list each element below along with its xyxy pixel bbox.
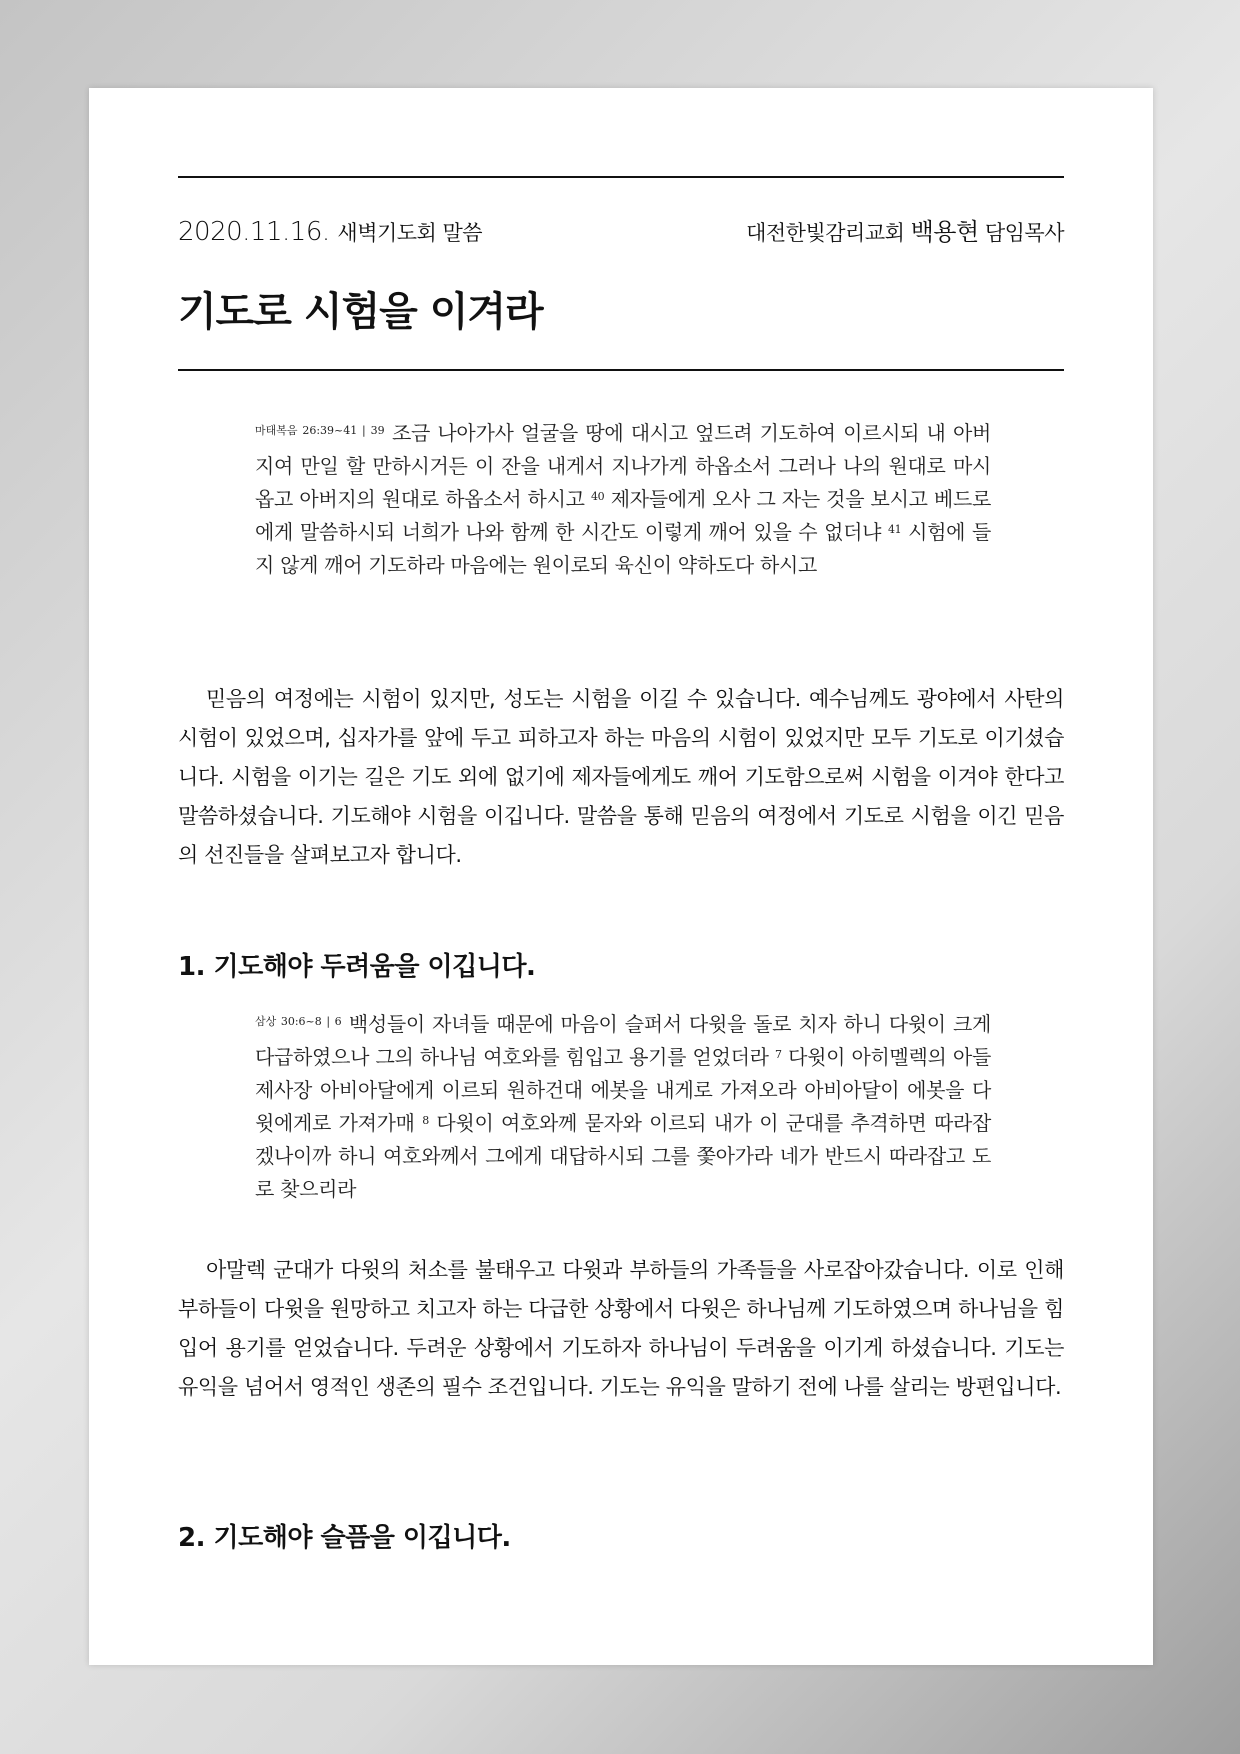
scripture-passage-main — [255, 414, 991, 582]
verse-number: 7 — [775, 1048, 782, 1061]
scripture-text: 조금 나아가사 얼굴을 땅에 대시고 엎드려 기도하여 이르시되 내 아버지여 만일 할 만하시거든 이 잔을 내게서 지나가게 하옵소서 그러나 나의 원대로 마시옵고 아버지의 원대로 하옵소서 하시고 — [255, 421, 991, 511]
verse-number: 8 — [422, 1114, 429, 1127]
section-heading-2: 2. 기도해야 슬픔을 이깁니다. — [178, 1523, 511, 1553]
top-rule — [178, 176, 1064, 178]
sermon-header — [178, 212, 1064, 252]
sermon-date-event — [178, 217, 482, 247]
church-name: 대전한빛감리교회 — [746, 221, 905, 245]
scripture-text: 백성들이 자녀들 때문에 마음이 슬퍼서 다윗을 돌로 치자 하니 다윗이 크게 다급하였으나 그의 하나님 여호와를 힘입고 용기를 얻었더라 — [255, 1012, 991, 1069]
sermon-title: 기도로 시험을 이겨라 — [178, 289, 543, 335]
scripture-text: 다윗이 여호와께 묻자와 이르되 내가 이 군대를 추격하면 따라잡겠나이까 하니 여호와께서 그에게 대답하시되 그를 쫓아가라 네가 반드시 따라잡고 도로 찾으리라 — [255, 1111, 991, 1201]
pastor-name: 백용현 — [910, 218, 979, 246]
intro-paragraph: 믿음의 여정에는 시험이 있지만, 성도는 시험을 이길 수 있습니다. 예수님께도 광야에서 사탄의 시험이 있었으며, 십자가를 앞에 두고 피하고자 하는 마음의 시험이 있었지만 모두 기도로 이기셨습니다. 시험을 이기는 길은 기도 외에 없기에 제자들에게도 깨어 기도함으로써 시험을 이겨야 한다고 말씀하셨습니다. 기도해야 시험을 이깁니다. 말씀을 통해 믿음의 여정에서 기도로 시험을 이긴 믿음의 선진들을 살펴보고자 합니다. — [178, 687, 1064, 867]
scripture-text: 시험에 들지 않게 깨어 기도하라 마음에는 원이로되 육신이 약하도다 하시고 — [255, 520, 991, 577]
verse-number: 40 — [590, 490, 605, 503]
scripture-text: 다윗이 아히멜렉의 아들 제사장 아비아달에게 이르되 원하건대 에봇을 내게로 가져오라 아비아달이 에봇을 다윗에게로 가져가매 — [255, 1045, 991, 1135]
document-page — [89, 88, 1153, 1665]
scripture-reference: 삼상 30:6~8 | 6 — [255, 1015, 342, 1028]
section-heading-1: 1. 기도해야 두려움을 이깁니다. — [178, 952, 536, 982]
scripture-text: 제자들에게 오사 그 자는 것을 보시고 베드로에게 말씀하시되 너희가 나와 함께 한 시간도 이렇게 깨어 있을 수 없더냐 — [255, 487, 991, 544]
scripture-reference: 마태복음 26:39~41 | 39 — [255, 424, 385, 437]
pastor-title: 담임목사 — [984, 221, 1064, 245]
title-rule — [178, 369, 1064, 371]
sermon-date: 2020.11.16. — [178, 217, 330, 247]
sermon-author — [746, 212, 1064, 247]
sermon-event: 새벽기도회 말씀 — [337, 221, 483, 245]
verse-number: 41 — [887, 523, 902, 536]
section1-paragraph: 아말렉 군대가 다윗의 처소를 불태우고 다윗과 부하들의 가족들을 사로잡아갔습니다. 이로 인해 부하들이 다윗을 원망하고 치고자 하는 다급한 상황에서 다윗은 하나님께 기도하였으며 하나님을 힘입어 용기를 얻었습니다. 두려운 상황에서 기도하자 하나님이 두려움을 이기게 하셨습니다. 기도는 유익을 넘어서 영적인 생존의 필수 조건입니다. 기도는 유익을 말하기 전에 나를 살리는 방편입니다. — [178, 1258, 1064, 1399]
scripture-passage-section1 — [255, 1005, 991, 1206]
